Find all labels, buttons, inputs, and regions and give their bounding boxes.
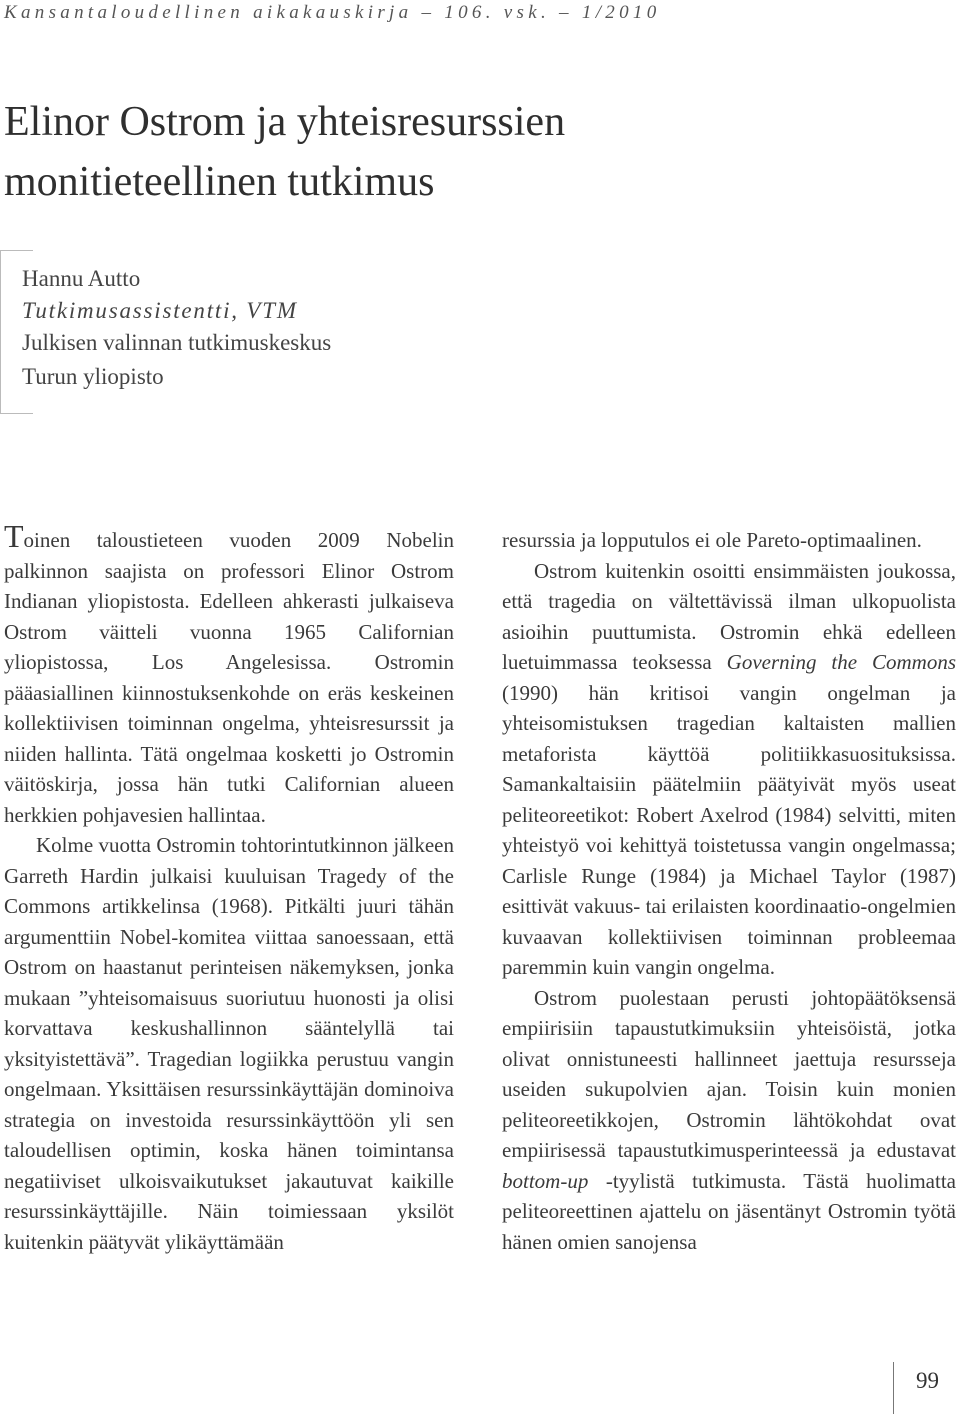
author-university: Turun yliopisto — [22, 364, 164, 389]
title-line-1: Elinor Ostrom ja yhteisresurssien — [4, 99, 566, 145]
drop-cap: T — [4, 518, 24, 554]
text-span: Ostrom puolestaan perusti johtopäätöksensä empiirisiin tapaustutkimuksiin yhteisöistä, jotka olivat onnistuneesti hallinneet jaettuja resursseja useiden sukupolvien ajan. Toisin kuin monien peliteoreetikkojen, Ostromin lähtökohdat ovat empiirisessä tapaustutkimusperinteessä ja edustavat — [502, 985, 956, 1162]
body-column-right — [502, 525, 956, 1257]
author-position: Tutkimusassistentti, VTM — [22, 298, 298, 323]
paragraph-governing — [502, 556, 956, 983]
page-number: 99 — [916, 1368, 939, 1393]
text-span: -tyylistä tutkimusta. Tästä huolimatta peliteoreettinen ajattelu on jäsentänyt Ostromin työtä hänen omien sanojensa — [502, 1168, 956, 1254]
body-column-left — [4, 518, 454, 1257]
journal-header: Kansantaloudellinen aikakauskirja – 106. vsk. – 1/2010 — [4, 2, 661, 23]
paragraph-intro — [4, 518, 454, 830]
paragraph-intro-text: oinen taloustieteen vuoden 2009 Nobelin palkinnon saajista on professori Elinor Ostrom Indianan yliopistosta. Edelleen ahkerasti julkaiseva Ostrom väitteli vuonna 1965 Californian yliopistossa, Los Angelesissa. Ostromin pääasiallinen kiinnostuksenkohde on eräs keskeinen kollektiivisen toiminnan ongelma, yhteisresurssit ja niiden hallinta. Tätä ongelmaa kosketti jo Ostromin väitöskirja, jossa hän tutki Californian alueen herkkien pohjavesien hallintaa. — [4, 528, 454, 827]
bottom-up-term: bottom-up — [502, 1168, 589, 1193]
article-title — [4, 92, 904, 212]
text-span: Ostrom kuitenkin osoitti ensimmäisten joukossa, että tragedia on vältettävissä ilman ulkopuolista asioihin puuttumista. Ostromin ehkä edelleen luetuimmassa teoksessa — [502, 558, 956, 674]
text-span: (1990) hän kritisoi vangin ongelman ja yhteisomistuksen tragedian kaltaisten mallien metaforista käyttöä politiikkasuosituksissa. Samankaltaisiin päätelmiin päätyivät myös useat peliteoreetikot: Robert Axelrod (1984) selvitti, miten yhteistyö voi kehittyä toistetussa vangin ongelmassa; Carlisle Runge (1984) ja Michael Taylor (1987) esittivät vakuus- tai erilaisten koordinaatio-ongelmien kuvaavan kollektiivisen toiminnan probleemaa paremmin kuin vangin ongelma. — [502, 680, 956, 979]
author-block — [22, 262, 331, 394]
title-line-2: monitieteellinen tutkimus — [4, 159, 435, 205]
author-unit: Julkisen valinnan tutkimuskeskus — [22, 330, 332, 355]
author-name: Hannu Autto — [22, 266, 141, 291]
paragraph-continuation: resurssia ja lopputulos ei ole Pareto-optimaalinen. — [502, 528, 922, 552]
page-number-rule — [893, 1362, 894, 1414]
paragraph-empirical — [502, 983, 956, 1258]
paragraph-tragedy: Kolme vuotta Ostromin tohtorintutkinnon jälkeen Garreth Hardin julkaisi kuuluisan Tragedy of the Commons artikkelinsa (1968). Pitkälti juuri tähän argumenttiin Nobel-komitea viittaa sanoessaan, että Ostrom on haastanut perinteisen näkemyksen, jonka mukaan ”yhteisomaisuus suoriutuu huonosti ja olisi korvattava keskushallinnon sääntelyllä tai yksityistettävä”. Tragedian logiikka perustuu vangin ongelmaan. Yksittäisen resurssinkäyttäjän dominoiva strategia on investoida resurssinkäyttöön yli sen taloudellisen optimin, koska hänen toimintansa negatiiviset ulkoisvaikutukset jakautuvat kaikille resurssinkäyttäjille. Näin toimiessaan yksilöt kuitenkin päätyvät ylikäyttämään — [4, 833, 454, 1254]
book-title: Governing the Commons — [726, 650, 956, 674]
